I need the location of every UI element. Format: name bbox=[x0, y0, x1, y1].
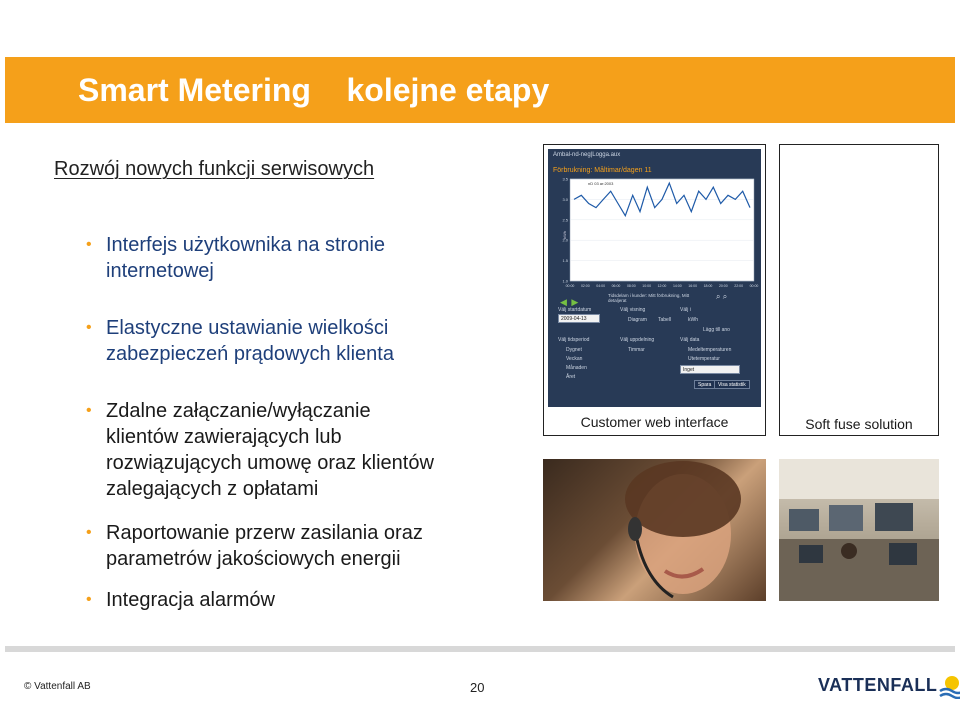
bullet-text: Elastyczne ustawianie wielkości bbox=[106, 317, 389, 339]
bullet-text: Integracja alarmów bbox=[106, 589, 275, 611]
chart-legend: nD 03 ar:2003 bbox=[588, 181, 614, 186]
date-input[interactable]: 2009-04-13 bbox=[558, 314, 600, 323]
x-tick-label: 02:00 bbox=[580, 284, 590, 288]
add-link[interactable]: Lägg till ano bbox=[703, 327, 730, 333]
bullet-text: zabezpieczeń prądowych klienta bbox=[106, 343, 394, 365]
grouping-label: Välj uppdelning bbox=[620, 337, 655, 343]
unit-option[interactable]: kWh bbox=[688, 317, 698, 323]
bullet-text: parametrów jakościowych energii bbox=[106, 548, 401, 570]
x-tick-label: 00:00 bbox=[749, 284, 759, 288]
page-number: 20 bbox=[470, 680, 485, 695]
soft-fuse-frame bbox=[779, 144, 939, 436]
bullet-dot-icon: • bbox=[86, 524, 92, 541]
bullet-text: Interfejs użytkownika na stronie bbox=[106, 234, 386, 256]
bullet-text: Zdalne załączanie/wyłączanie bbox=[106, 400, 371, 422]
y-tick-label: 2.5 bbox=[562, 217, 568, 223]
x-tick-label: 08:00 bbox=[626, 284, 636, 288]
arrow-right-icon[interactable]: ▶ bbox=[571, 297, 579, 307]
period-label: Välj tidsperiod bbox=[558, 337, 590, 343]
bullet-item bbox=[86, 315, 516, 367]
footer-divider bbox=[5, 646, 955, 652]
y-tick-label: 2.0 bbox=[562, 237, 568, 243]
web-chart-title: Förbrukning: Måltimar/dagen 11 bbox=[553, 167, 652, 174]
compare-option[interactable]: Utetemperatur bbox=[688, 356, 720, 362]
nav-note: Tidsdelam i kunder: Mitt förbrukning, Mitt detaljerat bbox=[608, 293, 690, 303]
bullet-dot-icon: • bbox=[86, 319, 92, 336]
period-option[interactable]: Månaden bbox=[566, 365, 587, 371]
period-option[interactable]: Veckan bbox=[566, 356, 583, 362]
bullet-item bbox=[86, 587, 516, 613]
y-tick-label: 3.0 bbox=[562, 196, 568, 202]
y-tick-label: 1.5 bbox=[562, 258, 568, 264]
sun-wave-icon bbox=[937, 671, 960, 699]
customer-web-screenshot bbox=[548, 149, 761, 407]
date-label: Välj startdatum bbox=[558, 307, 592, 313]
x-tick-label: 12:00 bbox=[657, 284, 667, 288]
period-option[interactable]: Året bbox=[566, 374, 576, 380]
x-tick-label: 14:00 bbox=[672, 284, 682, 288]
x-tick-label: 18:00 bbox=[703, 284, 713, 288]
slide-title: Smart Metering kolejne etapy bbox=[78, 72, 550, 108]
settings-form bbox=[558, 307, 754, 399]
y-tick-label: 3.5 bbox=[562, 176, 568, 182]
show-statistics-button[interactable]: Visa statistik bbox=[714, 380, 750, 389]
arrow-left-icon[interactable]: ◀ bbox=[560, 297, 567, 307]
zoom-icon[interactable]: ⌕ ⌕ bbox=[716, 292, 728, 301]
brand-name: VATTENFALL bbox=[818, 674, 938, 695]
bullet-item bbox=[86, 398, 516, 502]
data-select[interactable]: Inget bbox=[680, 365, 740, 374]
x-tick-label: 06:00 bbox=[611, 284, 621, 288]
y-axis-label: kWh bbox=[562, 231, 567, 239]
bullet-text: rozwiązujących umowę oraz klientów bbox=[106, 452, 434, 474]
compare-option[interactable]: Medeltemperaturen bbox=[688, 347, 732, 353]
bullet-dot-icon: • bbox=[86, 591, 92, 608]
bullet-text: Raportowanie przerw zasilania oraz bbox=[106, 522, 423, 544]
unit-label: Välj i bbox=[680, 307, 691, 313]
bullet-item bbox=[86, 520, 516, 572]
slide-subtitle: Rozwój nowych funkcji serwisowych bbox=[54, 158, 375, 180]
x-tick-label: 22:00 bbox=[734, 284, 744, 288]
y-tick-label: 1.0 bbox=[562, 278, 568, 284]
bullet-dot-icon: • bbox=[86, 402, 92, 419]
x-tick-label: 10:00 bbox=[642, 284, 652, 288]
bullet-text: internetowej bbox=[106, 260, 214, 282]
bullet-dot-icon: • bbox=[86, 236, 92, 253]
x-tick-label: 00:00 bbox=[565, 284, 575, 288]
view-option-table[interactable]: Tabell bbox=[658, 317, 672, 323]
soft-fuse-caption: Soft fuse solution bbox=[805, 416, 913, 432]
customer-interface-caption: Customer web interface bbox=[580, 414, 729, 430]
period-option[interactable]: Dygnet bbox=[566, 347, 582, 353]
bullet-text: zalegających z opłatami bbox=[106, 478, 319, 500]
compare-label: Välj data bbox=[680, 337, 700, 343]
control-room-photo bbox=[779, 459, 939, 601]
view-label: Välj visning bbox=[620, 307, 646, 313]
vattenfall-logo bbox=[818, 671, 960, 699]
grouping-option[interactable]: Timmar bbox=[628, 347, 645, 353]
bullet-text: klientów zawierających lub bbox=[106, 426, 342, 448]
x-tick-label: 16:00 bbox=[688, 284, 698, 288]
copyright-text: © Vattenfall AB bbox=[24, 681, 91, 692]
view-option-diagram[interactable]: Diagram bbox=[628, 317, 647, 323]
x-tick-label: 04:00 bbox=[596, 284, 606, 288]
web-header: Ambal-nd-neg|Logga.aux bbox=[553, 152, 621, 158]
bullet-item bbox=[86, 232, 516, 284]
save-button[interactable]: Spara bbox=[694, 380, 715, 389]
x-tick-label: 20:00 bbox=[718, 284, 728, 288]
call-center-agent-photo bbox=[543, 459, 766, 601]
